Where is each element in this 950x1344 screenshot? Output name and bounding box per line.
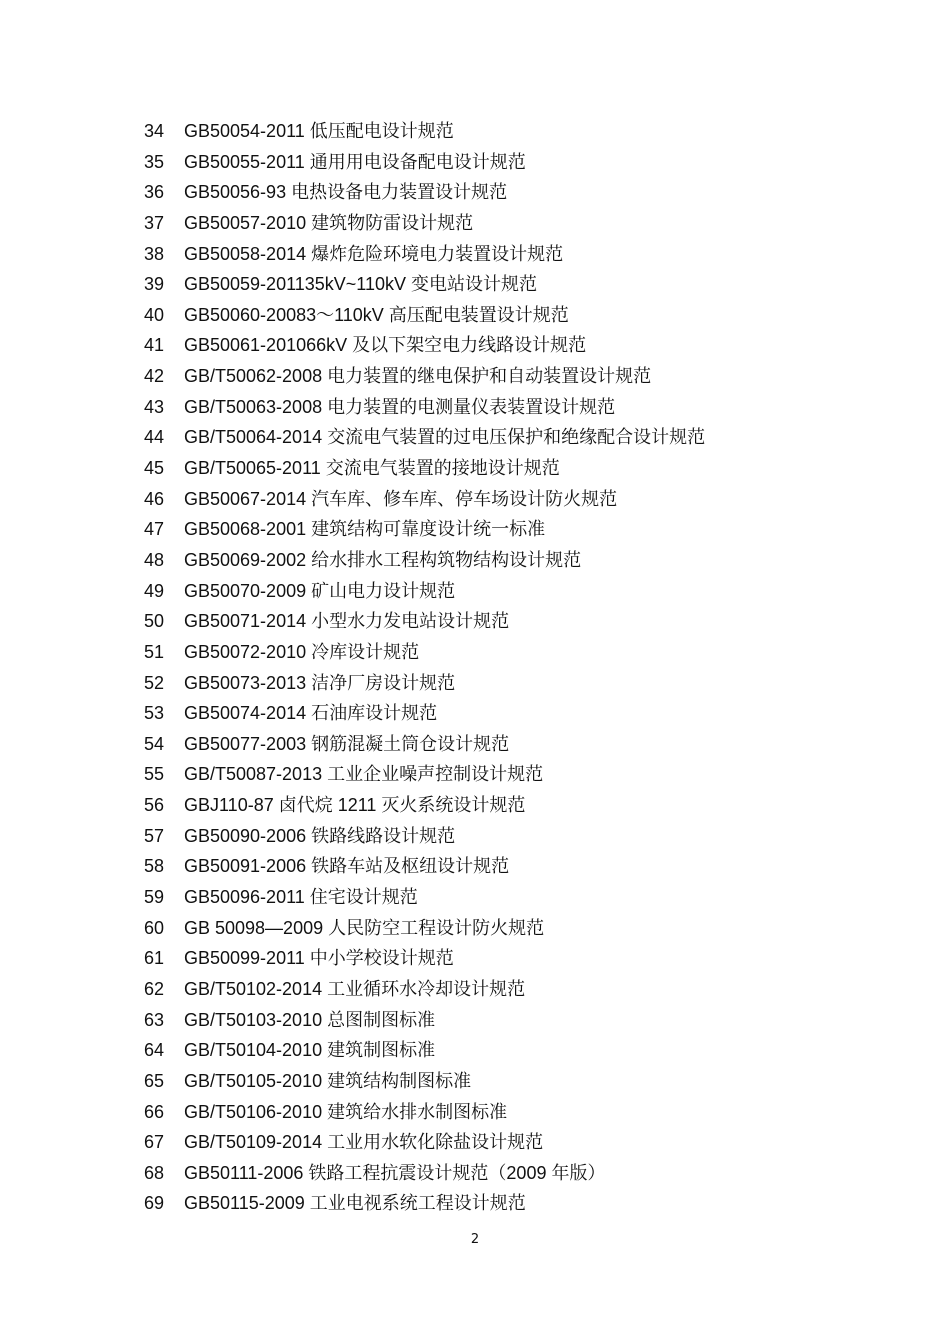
item-number: 43 <box>144 396 165 417</box>
item-standard-title: GB50056-93 电热设备电力装置设计规范 <box>184 182 508 203</box>
item-standard-title: GB/T50063-2008 电力装置的电测量仪表装置设计规范 <box>184 396 616 417</box>
item-standard-title: GB50077-2003 钢筋混凝土筒仓设计规范 <box>184 733 510 754</box>
item-standard-title: GB50091-2006 铁路车站及枢纽设计规范 <box>184 856 510 877</box>
item-standard-title: GB/T50065-2011 交流电气装置的接地设计规范 <box>184 458 560 479</box>
item-standard-title: GB50059-201135kV~110kV 变电站设计规范 <box>184 274 538 295</box>
item-number: 63 <box>144 1009 165 1030</box>
item-number: 46 <box>144 488 165 509</box>
list-item <box>144 729 924 760</box>
item-number: 41 <box>144 335 165 356</box>
list-item <box>144 484 924 515</box>
list-item <box>144 974 924 1005</box>
list-item <box>144 1127 924 1158</box>
item-number: 34 <box>144 121 165 141</box>
list-item <box>144 698 924 729</box>
list-item <box>144 1005 924 1036</box>
list-item <box>144 422 924 453</box>
item-standard-title: GB/T50103-2010 总图制图标准 <box>184 1009 436 1030</box>
item-number: 53 <box>144 703 165 724</box>
list-item <box>144 239 924 270</box>
list-item <box>144 943 924 974</box>
list-item <box>144 1158 924 1189</box>
list-item <box>144 606 924 637</box>
list-item <box>144 882 924 913</box>
list-item <box>144 790 924 821</box>
list-item <box>144 851 924 882</box>
item-standard-title: GB50054-2011 低压配电设计规范 <box>184 121 454 141</box>
item-standard-title: GB50060-20083～110kV 高压配电装置设计规范 <box>184 304 569 325</box>
item-number: 45 <box>144 458 165 479</box>
item-number: 38 <box>144 243 165 264</box>
item-number: 40 <box>144 304 165 325</box>
list-item <box>144 514 924 545</box>
page-number: 2 <box>470 1232 480 1247</box>
item-standard-title: GB/T50105-2010 建筑结构制图标准 <box>184 1070 472 1091</box>
item-number: 48 <box>144 549 165 570</box>
item-number: 61 <box>144 948 165 969</box>
item-standard-title: GB50057-2010 建筑物防雷设计规范 <box>184 212 474 233</box>
item-number: 39 <box>144 274 165 295</box>
item-number: 66 <box>144 1101 165 1122</box>
list-item <box>144 1035 924 1066</box>
item-standard-title: GBJ110-87 卤代烷 1211 灭火系统设计规范 <box>184 795 526 816</box>
item-standard-title: GB50068-2001 建筑结构可靠度设计统一标准 <box>184 519 546 540</box>
item-standard-title: GB50115-2009 工业电视系统工程设计规范 <box>184 1193 526 1214</box>
item-standard-title: GB50074-2014 石油库设计规范 <box>184 703 438 724</box>
list-item <box>144 668 924 699</box>
item-standard-title: GB/T50106-2010 建筑给水排水制图标准 <box>184 1101 508 1122</box>
list-item <box>144 116 924 147</box>
item-standard-title: GB50071-2014 小型水力发电站设计规范 <box>184 611 510 632</box>
item-number: 37 <box>144 212 165 233</box>
list-item <box>144 392 924 423</box>
item-number: 44 <box>144 427 165 448</box>
list-item <box>144 361 924 392</box>
item-standard-title: GB50073-2013 洁净厂房设计规范 <box>184 672 456 693</box>
item-standard-title: GB/T50104-2010 建筑制图标准 <box>184 1040 436 1061</box>
list-item <box>144 269 924 300</box>
item-standard-title: GB50096-2011 住宅设计规范 <box>184 887 418 908</box>
list-item <box>144 300 924 331</box>
item-number: 47 <box>144 519 165 540</box>
item-standard-title: GB50055-2011 通用用电设备配电设计规范 <box>184 151 526 172</box>
item-standard-title: GB50072-2010 冷库设计规范 <box>184 641 420 662</box>
item-number: 67 <box>144 1132 165 1153</box>
item-standard-title: GB/T50064-2014 交流电气装置的过电压保护和绝缘配合设计规范 <box>184 427 706 448</box>
item-number: 58 <box>144 856 165 877</box>
item-number: 54 <box>144 733 165 754</box>
item-standard-title: GB50061-201066kV 及以下架空电力线路设计规范 <box>184 335 587 356</box>
item-standard-title: GB50111-2006 铁路工程抗震设计规范（2009 年版） <box>184 1162 606 1183</box>
item-number: 68 <box>144 1162 165 1183</box>
item-number: 60 <box>144 917 165 938</box>
item-number: 52 <box>144 672 165 693</box>
list-item <box>144 637 924 668</box>
standards-list <box>144 116 924 1219</box>
item-standard-title: GB/T50102-2014 工业循环水冷却设计规范 <box>184 978 526 999</box>
item-standard-title: GB50067-2014 汽车库、修车库、停车场设计防火规范 <box>184 488 618 509</box>
item-number: 42 <box>144 366 165 387</box>
list-item <box>144 147 924 178</box>
item-number: 35 <box>144 151 165 172</box>
item-number: 51 <box>144 641 165 662</box>
list-item <box>144 1188 924 1219</box>
list-item <box>144 913 924 944</box>
list-item <box>144 759 924 790</box>
list-item <box>144 330 924 361</box>
list-item <box>144 208 924 239</box>
item-number: 49 <box>144 580 165 601</box>
item-standard-title: GB/T50109-2014 工业用水软化除盐设计规范 <box>184 1132 544 1153</box>
item-standard-title: GB/T50062-2008 电力装置的继电保护和自动装置设计规范 <box>184 366 652 387</box>
item-standard-title: GB 50098—2009 人民防空工程设计防火规范 <box>184 917 545 938</box>
item-number: 59 <box>144 887 165 908</box>
item-standard-title: GB50069-2002 给水排水工程构筑物结构设计规范 <box>184 549 582 570</box>
list-item <box>144 1066 924 1097</box>
item-number: 57 <box>144 825 165 846</box>
item-number: 50 <box>144 611 165 632</box>
item-number: 65 <box>144 1070 165 1091</box>
list-item <box>144 1097 924 1128</box>
item-number: 56 <box>144 795 165 816</box>
item-standard-title: GB50058-2014 爆炸危险环境电力装置设计规范 <box>184 243 564 264</box>
item-number: 64 <box>144 1040 165 1061</box>
list-item <box>144 177 924 208</box>
item-standard-title: GB50099-2011 中小学校设计规范 <box>184 948 454 969</box>
list-item <box>144 821 924 852</box>
item-standard-title: GB50090-2006 铁路线路设计规范 <box>184 825 456 846</box>
item-standard-title: GB50070-2009 矿山电力设计规范 <box>184 580 456 601</box>
item-number: 55 <box>144 764 165 785</box>
item-number: 69 <box>144 1193 165 1214</box>
item-number: 62 <box>144 978 165 999</box>
list-item <box>144 545 924 576</box>
item-standard-title: GB/T50087-2013 工业企业噪声控制设计规范 <box>184 764 544 785</box>
list-item <box>144 576 924 607</box>
item-number: 36 <box>144 182 165 203</box>
list-item <box>144 453 924 484</box>
